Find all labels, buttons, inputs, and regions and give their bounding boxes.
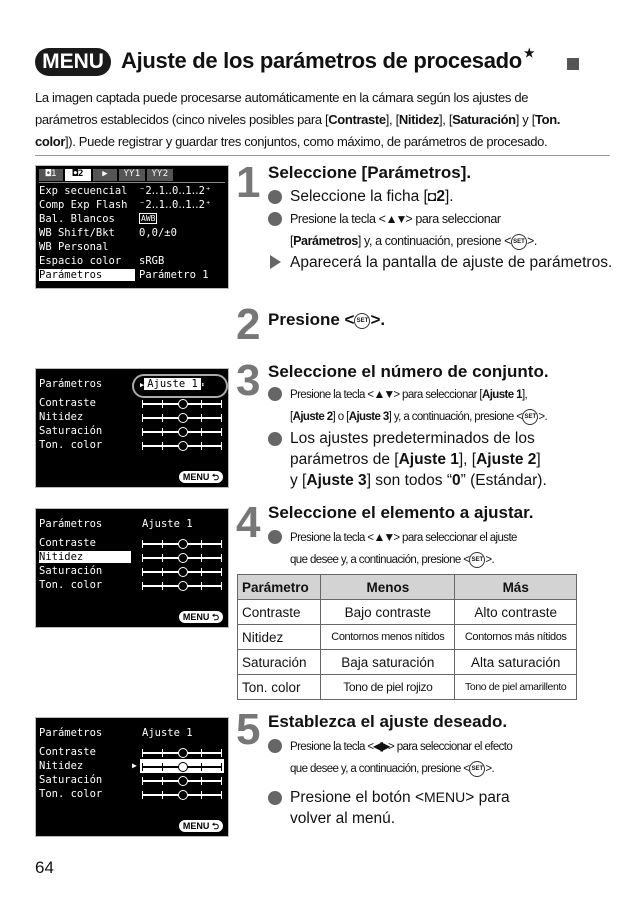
slider-tick (201, 400, 202, 408)
menu-return-button: MENU ⮌ (179, 471, 223, 483)
parameter-table (237, 574, 577, 700)
param-row: Contraste (39, 537, 96, 549)
step-title: Establezca el ajuste deseado. (268, 712, 508, 731)
menu-row: WB Personal (39, 241, 109, 253)
param-row: Ton. color (39, 788, 103, 800)
slider-tick (142, 582, 143, 590)
slider-tick (221, 442, 222, 450)
param-row: Ton. color (39, 439, 103, 451)
slider-tick (221, 568, 222, 576)
bullet-item: Aparecerá la pantalla de ajuste de parámetros. (268, 252, 613, 273)
table-row: Ton. color Tono de piel rojizo Tono de piel amarillento (238, 675, 577, 700)
slider-tick (142, 540, 143, 548)
camera-screen-parameters-adjust (35, 717, 229, 837)
slider-tick (162, 400, 163, 408)
step-title: Seleccione [Parámetros]. (268, 163, 472, 182)
screen-title: Parámetros (39, 518, 103, 530)
param-slider (142, 567, 222, 577)
menu-row: WB Shift/Bkt 0,0/±0 (39, 227, 177, 239)
step-title: Presione < SET >. (268, 310, 386, 329)
table-row: Saturación Baja saturación Alta saturación (238, 650, 577, 675)
step-number: 4 (236, 498, 261, 547)
up-down-key-icon: ▲▼ (373, 530, 394, 544)
set-button-icon: SET (522, 409, 538, 425)
param-slider (142, 748, 222, 758)
slider-tick (142, 400, 143, 408)
slider-knob (178, 567, 188, 577)
table-header: Más (455, 575, 577, 600)
bullet-icon (268, 739, 282, 753)
bullet-icon (268, 190, 282, 204)
bullet-item: Los ajustes predeterminados de los parámetros de [Ajuste 1], [Ajuste 2] y [Ajuste 3] son todos “0” (Estándar). (268, 428, 613, 491)
slider-knob (178, 748, 188, 758)
step-title: Seleccione el elemento a ajustar. (268, 503, 534, 522)
slider-tick (201, 568, 202, 576)
camera-screen-parameters-nitidez (35, 508, 229, 628)
slider-tick (142, 428, 143, 436)
slider-knob (178, 776, 188, 786)
slider-knob (178, 762, 188, 772)
slider-knob (178, 581, 188, 591)
slider-tick (201, 414, 202, 422)
star-icon: ★ (523, 46, 535, 60)
param-slider (142, 581, 222, 591)
param-row: Saturación (39, 774, 103, 786)
menu-return-button: MENU ⮌ (179, 611, 223, 623)
param-slider (142, 553, 222, 563)
bullet-icon (268, 212, 282, 226)
param-slider (142, 399, 222, 409)
slider-tick (201, 749, 202, 757)
param-slider (142, 539, 222, 549)
camera-tab-icon: ◘ (427, 188, 437, 204)
slider-tick (221, 791, 222, 799)
result-arrow-icon (270, 255, 281, 269)
slider-tick (201, 791, 202, 799)
slider-tick (201, 540, 202, 548)
slider-tick (162, 568, 163, 576)
slider-tick (142, 763, 143, 771)
tab-setup-1: ƳƳ1 (119, 169, 145, 181)
bullet-item: Seleccione la ficha [◘2]. (268, 186, 613, 207)
bullet-item: Presione la tecla <▲▼> para seleccionar [Ajuste 1], [Ajuste 2] o [Ajuste 3] y, a continuación, presione < SET >. (268, 383, 613, 428)
menu-row: Bal. Blancos AWB (39, 213, 156, 225)
bullet-icon (268, 432, 282, 446)
selector-arrow-icon: ▶ (132, 761, 137, 770)
slider-knob (178, 441, 188, 451)
slider-tick (201, 763, 202, 771)
slider-tick (142, 777, 143, 785)
set-button-icon: SET (354, 313, 370, 329)
tab-shooting-2: ◘2 (65, 169, 91, 181)
step-number: 1 (236, 158, 261, 207)
slider-tick (201, 554, 202, 562)
table-header-row (238, 575, 577, 600)
slider-tick (201, 777, 202, 785)
param-row: Contraste (39, 746, 96, 758)
table-row: Contraste Bajo contraste Alto contraste (238, 600, 577, 625)
slider-knob (178, 553, 188, 563)
page-title (121, 48, 534, 74)
slider-tick (162, 554, 163, 562)
table-header: Menos (321, 575, 455, 600)
menu-row-selected: Parámetros Parámetro 1 (39, 269, 209, 281)
slider-tick (162, 442, 163, 450)
title-text: Ajuste de los parámetros de procesado (121, 48, 522, 73)
slider-tick (221, 540, 222, 548)
tab-playback: ▶ (93, 169, 117, 181)
slider-tick (221, 554, 222, 562)
slider-tick (162, 540, 163, 548)
param-slider (142, 790, 222, 800)
param-slider-active[interactable] (142, 762, 222, 772)
menu-row: Exp secuencial ⁻2‥1‥0‥1‥2⁺ (39, 185, 212, 197)
slider-knob (178, 539, 188, 549)
slider-tick (142, 749, 143, 757)
slider-knob (178, 399, 188, 409)
bullet-item: Presione la tecla <◀▶> para seleccionar el efecto que desee y, a continuación, presione < SET >. (268, 735, 613, 780)
slider-knob (178, 427, 188, 437)
slider-tick (162, 777, 163, 785)
menu-button-label: MENU (424, 789, 466, 805)
tab-setup-2: ƳƳ2 (147, 169, 173, 181)
param-slider (142, 413, 222, 423)
slider-tick (201, 428, 202, 436)
bullet-item: Presione la tecla <▲▼> para seleccionar el ajuste que desee y, a continuación, presione < SET >. (268, 526, 613, 571)
step-title: Seleccione el número de conjunto. (268, 362, 549, 381)
slider-knob (178, 413, 188, 423)
slider-tick (142, 791, 143, 799)
left-right-key-icon: ◀▶ (373, 739, 389, 753)
param-slider (142, 441, 222, 451)
param-slider (142, 427, 222, 437)
slider-knob (178, 790, 188, 800)
up-down-key-icon: ▲▼ (385, 212, 406, 226)
up-down-key-icon: ▲▼ (373, 387, 394, 401)
bullet-item: Presione la tecla <▲▼> para seleccionar [Parámetros] y, a continuación, presione < SET >. (268, 208, 613, 252)
param-row: Saturación (39, 565, 103, 577)
menu-row: Espacio color sRGB (39, 255, 165, 267)
bullet-item: Presione el botón <MENU> para volver al menú. (268, 787, 613, 829)
set-selector: Ajuste 1 (142, 518, 193, 530)
slider-tick (142, 554, 143, 562)
set-button-icon: SET (469, 552, 485, 568)
set-button-icon: SET (511, 234, 527, 250)
param-row: Contraste (39, 397, 96, 409)
divider (35, 155, 610, 156)
screen-title: Parámetros (39, 727, 103, 739)
screen-title: Parámetros (39, 378, 103, 390)
slider-tick (221, 400, 222, 408)
slider-tick (142, 442, 143, 450)
menu-row: Comp Exp Flash ⁻2‥1‥0‥1‥2⁺ (39, 199, 212, 211)
slider-tick (221, 414, 222, 422)
param-row: Ton. color (39, 579, 103, 591)
step-number: 3 (236, 356, 261, 405)
param-slider (142, 776, 222, 786)
slider-tick (162, 428, 163, 436)
slider-tick (142, 414, 143, 422)
slider-tick (162, 763, 163, 771)
camera-screen-parameters (35, 368, 229, 488)
set-button-icon: SET (469, 761, 485, 777)
table-row: Nitidez Contornos menos nítidos Contornos más nítidos (238, 625, 577, 650)
param-row: Nitidez (39, 760, 84, 772)
set-selector: Ajuste 1 (142, 727, 193, 739)
page-number: 64 (35, 858, 54, 877)
page-header (35, 44, 605, 80)
slider-tick (221, 763, 222, 771)
slider-tick (162, 749, 163, 757)
slider-tick (221, 777, 222, 785)
camera-screen-menu (35, 165, 229, 289)
param-row: Saturación (39, 425, 103, 437)
bullet-icon (268, 387, 282, 401)
slider-tick (221, 582, 222, 590)
bullet-icon (268, 791, 282, 805)
menu-badge: MENU (35, 48, 111, 76)
slider-tick (201, 442, 202, 450)
section-marker-icon (567, 58, 579, 70)
set-selector: ▶ Ajuste 1 ⬍ (140, 378, 206, 390)
param-row: Nitidez (39, 411, 84, 423)
param-row-selected: Nitidez (39, 551, 131, 565)
bullet-icon (268, 530, 282, 544)
tab-shooting-1: ◘1 (39, 169, 63, 181)
step-number: 2 (236, 300, 261, 349)
slider-tick (221, 428, 222, 436)
slider-tick (221, 749, 222, 757)
slider-tick (201, 582, 202, 590)
intro-paragraph: La imagen captada puede procesarse automáticamente en la cámara según los ajustes de parámetros establecidos (cinco niveles posibles para [Contraste], [Nitidez], [Saturación] y [Ton. color]). Puede registrar y guardar tres conjuntos, como máximo, de parámetros de procesado. (35, 90, 561, 149)
slider-tick (162, 414, 163, 422)
menu-return-button: MENU ⮌ (179, 820, 223, 832)
table-header: Parámetro (238, 575, 321, 600)
slider-tick (162, 582, 163, 590)
slider-tick (162, 791, 163, 799)
slider-tick (142, 568, 143, 576)
step-number: 5 (236, 705, 261, 754)
